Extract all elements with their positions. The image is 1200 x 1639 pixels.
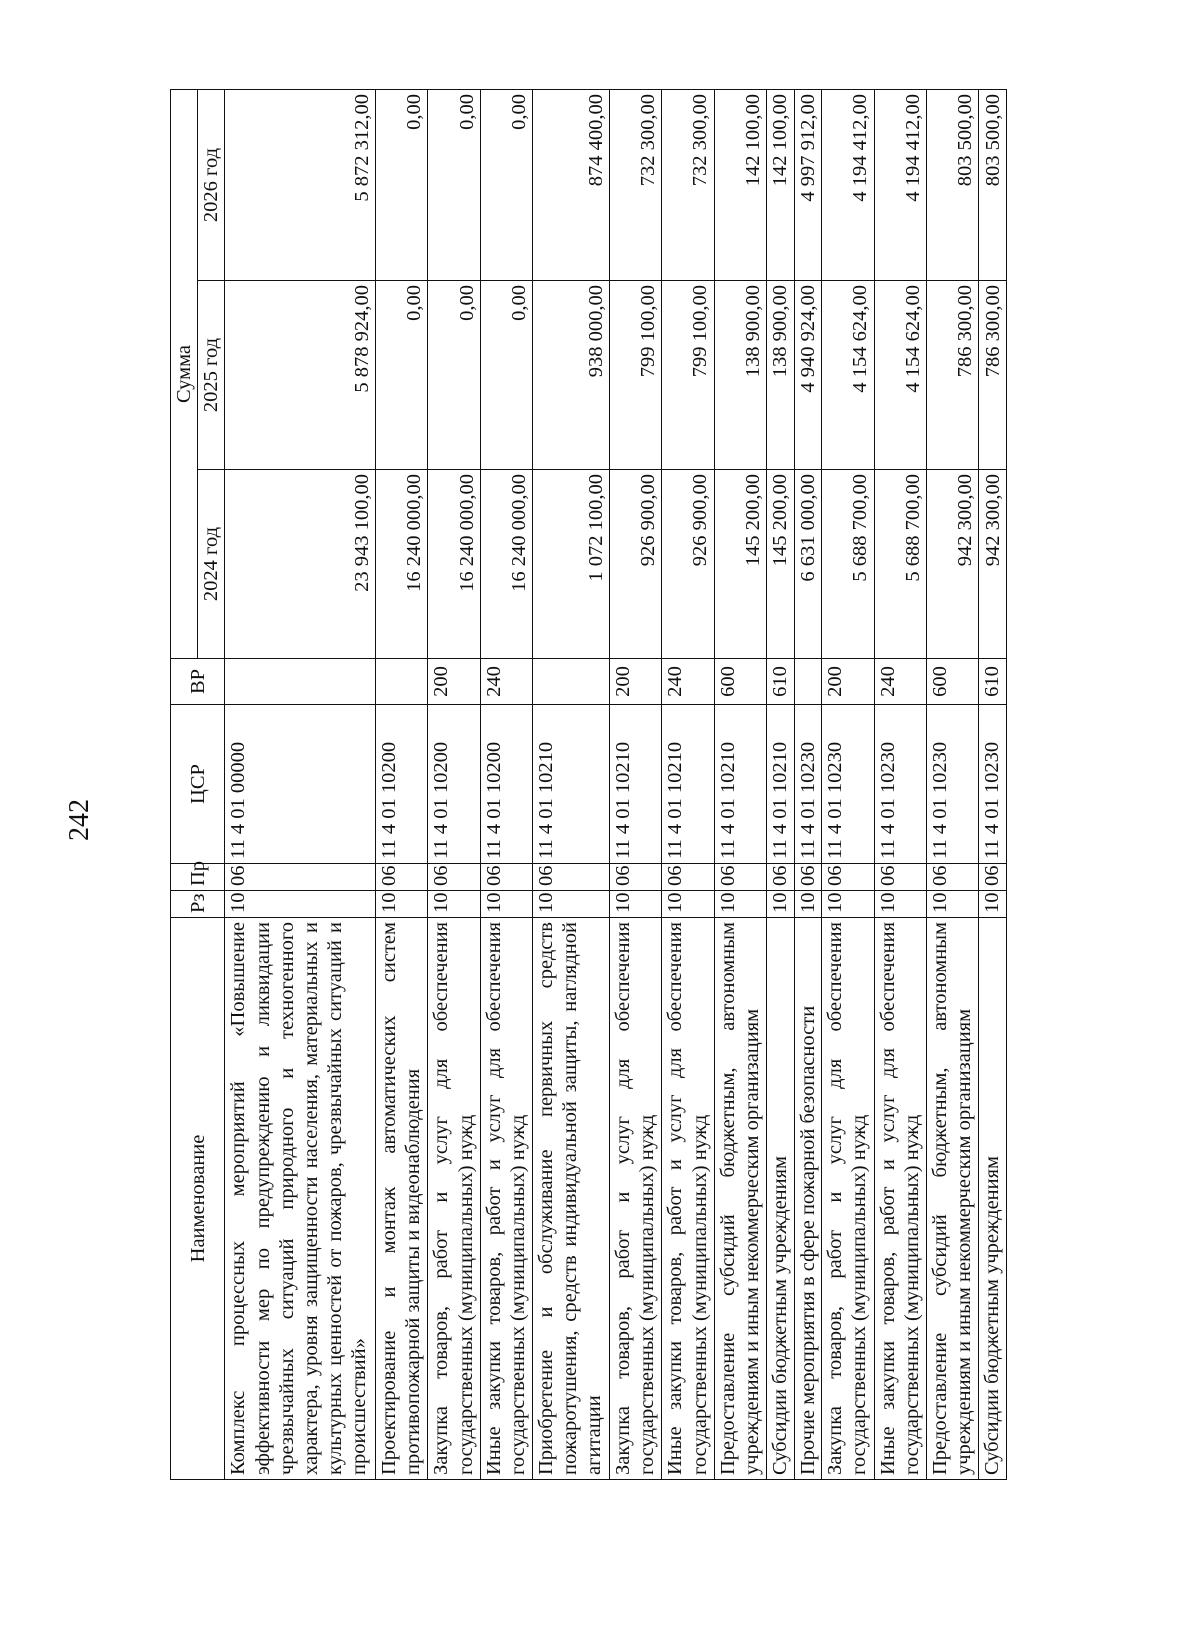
cell-name: Закупка товаров, работ и услуг для обеспечения государственных (муниципальных) нужд <box>610 918 662 1480</box>
cell-amount-2024: 942 300,00 <box>926 470 978 659</box>
cell-rz: 10 <box>926 891 978 918</box>
page-number: 242 <box>64 799 95 841</box>
header-name: Наименование <box>171 918 225 1480</box>
header-year-2025: 2025 год <box>198 281 225 470</box>
cell-pr: 06 <box>533 864 610 891</box>
cell-pr: 06 <box>428 864 480 891</box>
cell-pr: 06 <box>979 864 1007 891</box>
cell-pr: 06 <box>766 864 794 891</box>
table-row <box>979 89 1007 1479</box>
cell-rz: 10 <box>376 891 428 918</box>
table-row <box>822 89 874 1479</box>
budget-table-rotated <box>170 90 1007 1480</box>
cell-rz: 10 <box>714 891 766 918</box>
table-row <box>533 89 610 1479</box>
cell-vr <box>376 659 428 705</box>
cell-amount-2026: 0,00 <box>376 89 428 280</box>
cell-csr: 11 4 01 10200 <box>480 705 532 864</box>
cell-name: Закупка товаров, работ и услуг для обеспечения государственных (муниципальных) нужд <box>822 918 874 1480</box>
cell-vr <box>533 659 610 705</box>
cell-vr <box>225 659 376 705</box>
cell-name: Предоставление субсидий бюджетным, автономным учреждениям и иным некоммерческим организациям <box>714 918 766 1480</box>
cell-csr: 11 4 01 10210 <box>533 705 610 864</box>
cell-pr: 06 <box>480 864 532 891</box>
cell-vr <box>794 659 822 705</box>
table-row <box>480 89 532 1479</box>
table-row <box>376 89 428 1479</box>
cell-amount-2025: 138 900,00 <box>766 281 794 470</box>
cell-pr: 06 <box>376 864 428 891</box>
cell-csr: 11 4 01 10210 <box>610 705 662 864</box>
cell-pr: 06 <box>926 864 978 891</box>
cell-name: Иные закупки товаров, работ и услуг для обеспечения государственных (муниципальных) нужд <box>480 918 532 1480</box>
cell-csr: 11 4 01 10210 <box>766 705 794 864</box>
table-row <box>794 89 822 1479</box>
cell-amount-2025: 799 100,00 <box>662 281 714 470</box>
table-row <box>225 89 376 1479</box>
budget-table <box>170 89 1007 1480</box>
cell-amount-2025: 5 878 924,00 <box>225 281 376 470</box>
table-row <box>428 89 480 1479</box>
cell-name: Иные закупки товаров, работ и услуг для обеспечения государственных (муниципальных) нужд <box>662 918 714 1480</box>
cell-vr: 610 <box>979 659 1007 705</box>
cell-amount-2025: 4 940 924,00 <box>794 281 822 470</box>
cell-rz: 10 <box>874 891 926 918</box>
cell-rz: 10 <box>822 891 874 918</box>
cell-amount-2026: 4 194 412,00 <box>874 89 926 280</box>
cell-csr: 11 4 01 10230 <box>926 705 978 864</box>
table-row <box>714 89 766 1479</box>
cell-amount-2026: 732 300,00 <box>662 89 714 280</box>
cell-amount-2024: 5 688 700,00 <box>874 470 926 659</box>
cell-vr: 600 <box>926 659 978 705</box>
cell-amount-2025: 0,00 <box>428 281 480 470</box>
cell-amount-2026: 732 300,00 <box>610 89 662 280</box>
cell-name: Закупка товаров, работ и услуг для обеспечения государственных (муниципальных) нужд <box>428 918 480 1480</box>
cell-vr: 200 <box>822 659 874 705</box>
cell-amount-2024: 16 240 000,00 <box>376 470 428 659</box>
cell-amount-2024: 5 688 700,00 <box>822 470 874 659</box>
cell-amount-2024: 926 900,00 <box>662 470 714 659</box>
cell-vr: 200 <box>610 659 662 705</box>
table-row <box>610 89 662 1479</box>
cell-amount-2024: 16 240 000,00 <box>428 470 480 659</box>
cell-amount-2024: 6 631 000,00 <box>794 470 822 659</box>
cell-rz: 10 <box>610 891 662 918</box>
cell-csr: 11 4 01 10230 <box>979 705 1007 864</box>
cell-csr: 11 4 01 10230 <box>822 705 874 864</box>
cell-pr: 06 <box>714 864 766 891</box>
cell-csr: 11 4 01 10210 <box>714 705 766 864</box>
cell-rz: 10 <box>979 891 1007 918</box>
cell-amount-2025: 938 000,00 <box>533 281 610 470</box>
cell-amount-2025: 786 300,00 <box>926 281 978 470</box>
cell-rz: 10 <box>480 891 532 918</box>
header-year-2026: 2026 год <box>198 89 225 280</box>
cell-amount-2024: 23 943 100,00 <box>225 470 376 659</box>
header-vr: ВР <box>171 659 225 705</box>
cell-amount-2024: 942 300,00 <box>979 470 1007 659</box>
cell-name: Субсидии бюджетным учреждениям <box>766 918 794 1480</box>
cell-amount-2026: 803 500,00 <box>926 89 978 280</box>
table-row <box>766 89 794 1479</box>
table-body <box>225 89 1007 1479</box>
cell-rz: 10 <box>428 891 480 918</box>
cell-amount-2025: 4 154 624,00 <box>822 281 874 470</box>
cell-amount-2025: 786 300,00 <box>979 281 1007 470</box>
cell-name: Комплекс процессных мероприятий «Повышение эффективности мер по предупреждению и ликвидации чрезвычайных ситуаций природного и техногенного характера, уровня защищенности населения, материальных и культурных ценностей от пожаров, чрезвычайных ситуаций и происшествий» <box>225 918 376 1480</box>
cell-amount-2025: 0,00 <box>376 281 428 470</box>
cell-name: Проектирование и монтаж автоматических систем противопожарной защиты и видеонаблюдения <box>376 918 428 1480</box>
cell-vr: 200 <box>428 659 480 705</box>
cell-amount-2024: 926 900,00 <box>610 470 662 659</box>
cell-csr: 11 4 01 10210 <box>662 705 714 864</box>
cell-vr: 240 <box>874 659 926 705</box>
cell-amount-2026: 803 500,00 <box>979 89 1007 280</box>
cell-amount-2024: 1 072 100,00 <box>533 470 610 659</box>
header-rz: Рз <box>171 891 225 918</box>
cell-rz: 10 <box>225 891 376 918</box>
cell-csr: 11 4 01 10200 <box>428 705 480 864</box>
cell-vr: 610 <box>766 659 794 705</box>
cell-pr: 06 <box>874 864 926 891</box>
cell-amount-2026: 0,00 <box>428 89 480 280</box>
cell-amount-2024: 145 200,00 <box>766 470 794 659</box>
cell-pr: 06 <box>822 864 874 891</box>
cell-amount-2024: 16 240 000,00 <box>480 470 532 659</box>
cell-amount-2025: 799 100,00 <box>610 281 662 470</box>
table-row <box>926 89 978 1479</box>
cell-amount-2024: 145 200,00 <box>714 470 766 659</box>
header-csr: ЦСР <box>171 705 225 864</box>
cell-name: Субсидии бюджетным учреждениям <box>979 918 1007 1480</box>
cell-vr: 600 <box>714 659 766 705</box>
cell-pr: 06 <box>610 864 662 891</box>
cell-pr: 06 <box>225 864 376 891</box>
cell-amount-2026: 142 100,00 <box>766 89 794 280</box>
cell-amount-2026: 5 872 312,00 <box>225 89 376 280</box>
cell-name: Предоставление субсидий бюджетным, автономным учреждениям и иным некоммерческим организациям <box>926 918 978 1480</box>
cell-rz: 10 <box>662 891 714 918</box>
cell-amount-2026: 4 194 412,00 <box>822 89 874 280</box>
cell-vr: 240 <box>480 659 532 705</box>
cell-amount-2026: 4 997 912,00 <box>794 89 822 280</box>
cell-name: Прочие мероприятия в сфере пожарной безопасности <box>794 918 822 1480</box>
cell-csr: 11 4 01 10230 <box>794 705 822 864</box>
cell-csr: 11 4 01 00000 <box>225 705 376 864</box>
cell-pr: 06 <box>662 864 714 891</box>
cell-amount-2025: 4 154 624,00 <box>874 281 926 470</box>
cell-amount-2026: 142 100,00 <box>714 89 766 280</box>
cell-pr: 06 <box>794 864 822 891</box>
cell-rz: 10 <box>766 891 794 918</box>
cell-amount-2025: 0,00 <box>480 281 532 470</box>
header-pr: Пр <box>171 864 225 891</box>
header-sum: Сумма <box>171 89 198 658</box>
cell-rz: 10 <box>533 891 610 918</box>
cell-rz: 10 <box>794 891 822 918</box>
header-year-2024: 2024 год <box>198 470 225 659</box>
cell-vr: 240 <box>662 659 714 705</box>
cell-name: Иные закупки товаров, работ и услуг для обеспечения государственных (муниципальных) нужд <box>874 918 926 1480</box>
table-row <box>874 89 926 1479</box>
header-row-top <box>171 89 198 1479</box>
table-row <box>662 89 714 1479</box>
cell-name: Приобретение и обслуживание первичных средств пожаротушения, средств индивидуальной защиты, наглядной агитации <box>533 918 610 1480</box>
cell-amount-2026: 0,00 <box>480 89 532 280</box>
cell-amount-2025: 138 900,00 <box>714 281 766 470</box>
cell-amount-2026: 874 400,00 <box>533 89 610 280</box>
cell-csr: 11 4 01 10230 <box>874 705 926 864</box>
cell-csr: 11 4 01 10200 <box>376 705 428 864</box>
